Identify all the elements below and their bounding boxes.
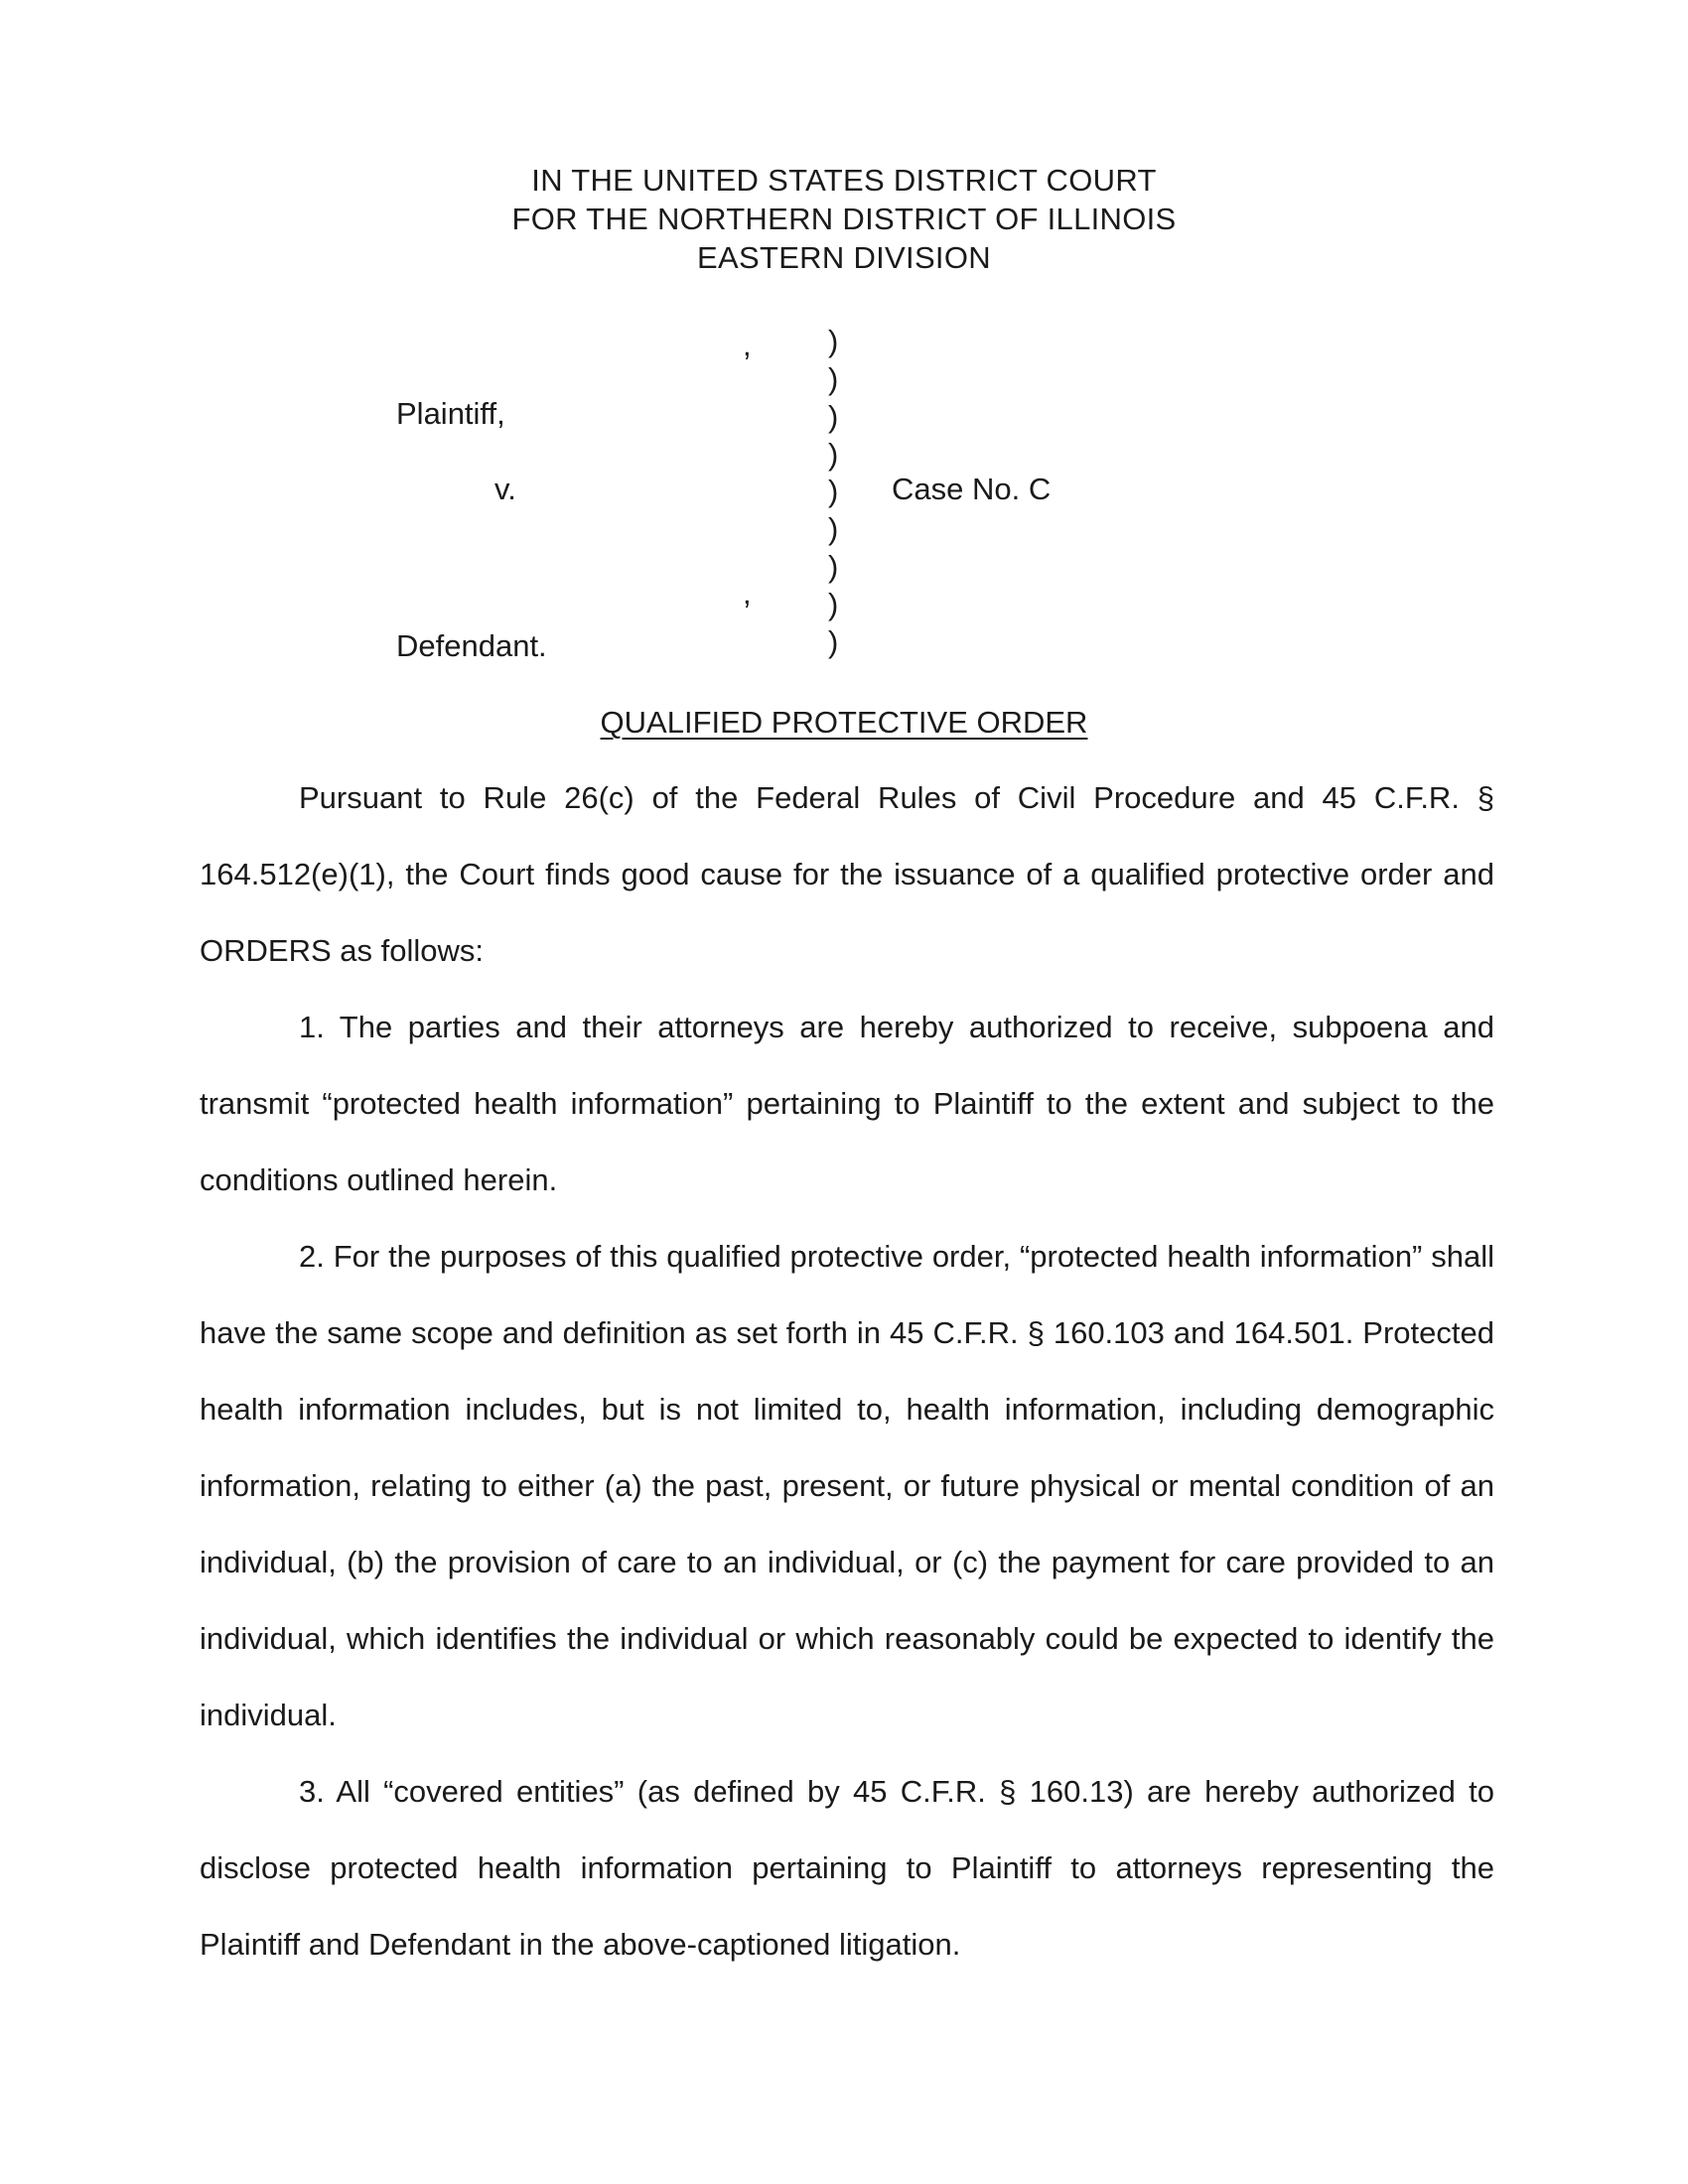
versus-label: v. bbox=[494, 472, 516, 506]
caption-divider-paren: ) bbox=[828, 474, 839, 508]
caption-divider-paren: ) bbox=[828, 437, 839, 472]
order-paragraph-1: 1. The parties and their attorneys are hereby authorized to receive, subpoena and transmit “protected health information” pertaining to Plaintiff to the extent and subject to the conditions outlined herein. bbox=[200, 1010, 1494, 1197]
plaintiff-name-comma: , bbox=[743, 328, 752, 362]
caption-divider-paren: ) bbox=[828, 399, 839, 434]
caption-divider-paren: ) bbox=[828, 587, 839, 621]
caption-divider-paren: ) bbox=[828, 549, 839, 584]
caption-divider-paren: ) bbox=[828, 511, 839, 546]
order-paragraph-3: 3. All “covered entities” (as defined by 45 C.F.R. § 160.13) are hereby authorized to disclose protected health information pertaining to Plaintiff to attorneys representing the Plaintiff and Defendant in the above-captioned litigation. bbox=[200, 1774, 1494, 1962]
court-district-line: FOR THE NORTHERN DISTRICT OF ILLINOIS bbox=[511, 202, 1177, 236]
court-header bbox=[0, 161, 1688, 277]
caption-divider-paren: ) bbox=[828, 324, 839, 358]
caption-divider-paren: ) bbox=[828, 624, 839, 659]
order-preamble: Pursuant to Rule 26(c) of the Federal Rules of Civil Procedure and 45 C.F.R. § 164.512(e)(1), the Court finds good cause for the issuance of a qualified protective order and ORDERS as follows: bbox=[200, 780, 1494, 968]
court-division-line: EASTERN DIVISION bbox=[697, 240, 991, 275]
order-title: QUALIFIED PROTECTIVE ORDER bbox=[600, 705, 1088, 740]
caption-divider-paren: ) bbox=[828, 361, 839, 396]
court-name-line: IN THE UNITED STATES DISTRICT COURT bbox=[531, 163, 1157, 198]
defendant-label: Defendant. bbox=[396, 628, 547, 663]
plaintiff-label: Plaintiff, bbox=[396, 396, 505, 431]
defendant-name-comma: , bbox=[743, 576, 752, 611]
order-body bbox=[200, 759, 1494, 1982]
case-number: Case No. C bbox=[892, 472, 1052, 506]
order-paragraph-2: 2. For the purposes of this qualified protective order, “protected health information” shall have the same scope and definition as set forth in 45 C.F.R. § 160.103 and 164.501. Protected health information includes, but is not limited to, health information, including demographic information, relating to either (a) the past, present, or future physical or mental condition of an individual, (b) the provision of care to an individual, or (c) the payment for care provided to an individual, which identifies the individual or which reasonably could be expected to identify the individual. bbox=[200, 1239, 1494, 1732]
